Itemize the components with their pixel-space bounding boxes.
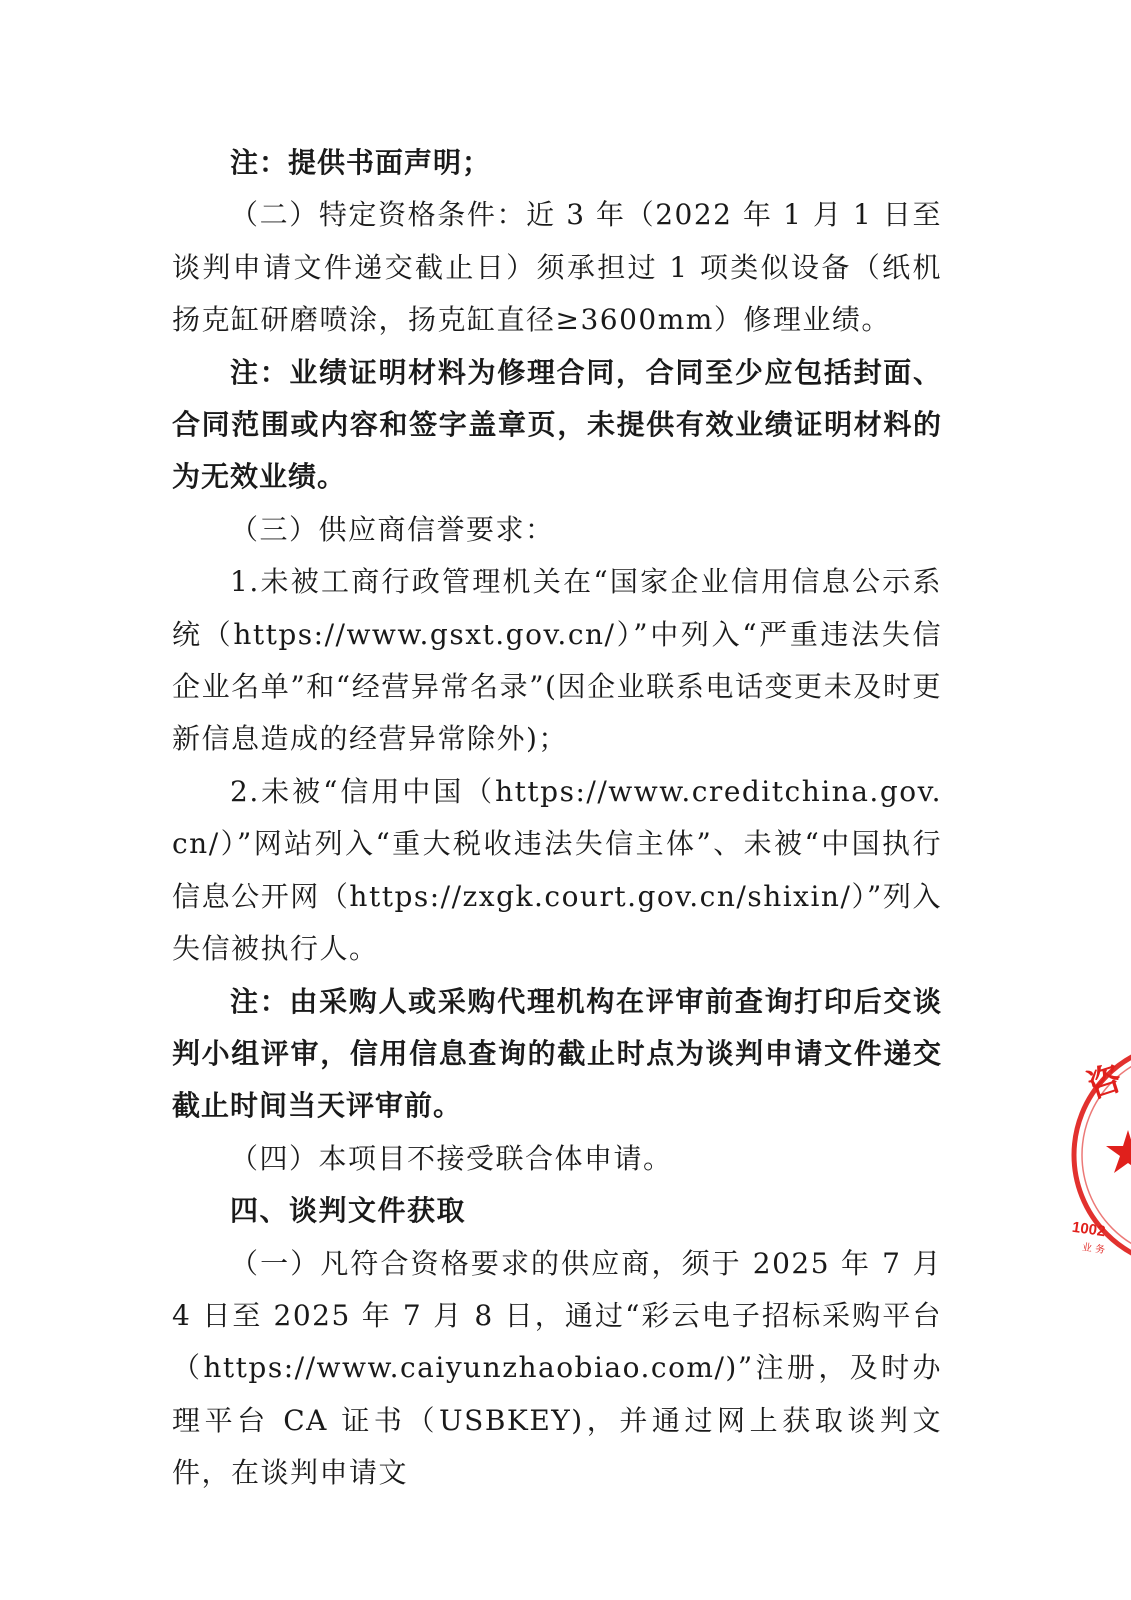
paragraph-special-qualification: （二）特定资格条件：近 3 年（2022 年 1 月 1 日至谈判申请文件递交截止日）须承担过 1 项类似设备（纸机扬克缸研磨喷涂，扬克缸直径≥3600mm）修理业绩。: [172, 198, 942, 337]
svg-text:咨: 咨: [1082, 1058, 1127, 1107]
paragraph-no-consortium: （四）本项目不接受联合体申请。: [230, 1141, 673, 1175]
paragraph-credit-requirements: （三）供应商信誉要求：: [230, 512, 555, 546]
note-performance-proof: 注：业绩证明材料为修理合同，合同至少应包括封面、合同范围或内容和签字盖章页，未提供有效业绩证明材料的为无效业绩。: [172, 355, 942, 494]
svg-text:业 务: 业 务: [1081, 1242, 1106, 1257]
section-heading-obtain-documents: 四、谈判文件获取: [230, 1194, 467, 1228]
svg-text:1002: 1002: [1070, 1218, 1107, 1241]
note-written-statement: 注：提供书面声明；: [230, 146, 492, 179]
document-body: [172, 137, 942, 1500]
note-credit-check: 注：由采购人或采购代理机构在评审前查询打印后交谈判小组评审，信用信息查询的截止时点为谈判申请文件递交截止时间当天评审前。: [172, 984, 942, 1123]
paragraph-credit-item-1: 1.未被工商行政管理机关在“国家企业信用信息公示系统（https://www.gsxt.gov.cn/）”中列入“严重违法失信企业名单”和“经营异常名录”(因企业联系电话变更未及时更新信息造成的经营异常除外)；: [172, 565, 942, 756]
paragraph-obtain-documents: （一）凡符合资格要求的供应商，须于 2025 年 7 月 4 日至 2025 年 7 月 8 日，通过“彩云电子招标采购平台（https://www.caiyunzhaobiao.com/)”注册，及时办理平台 CA 证书（USBKEY)，并通过网上获取谈判文件，在谈判申请文: [172, 1246, 942, 1490]
official-seal-stamp: [1066, 1040, 1131, 1270]
paragraph-credit-item-2: 2.未被“信用中国（https://www.creditchina.gov.cn/）”网站列入“重大税收违法失信主体”、未被“中国执行信息公开网（https://zxgk.court.gov.cn/shixin/）”列入失信被执行人。: [172, 774, 942, 966]
seal-graphic: [1066, 1040, 1131, 1270]
